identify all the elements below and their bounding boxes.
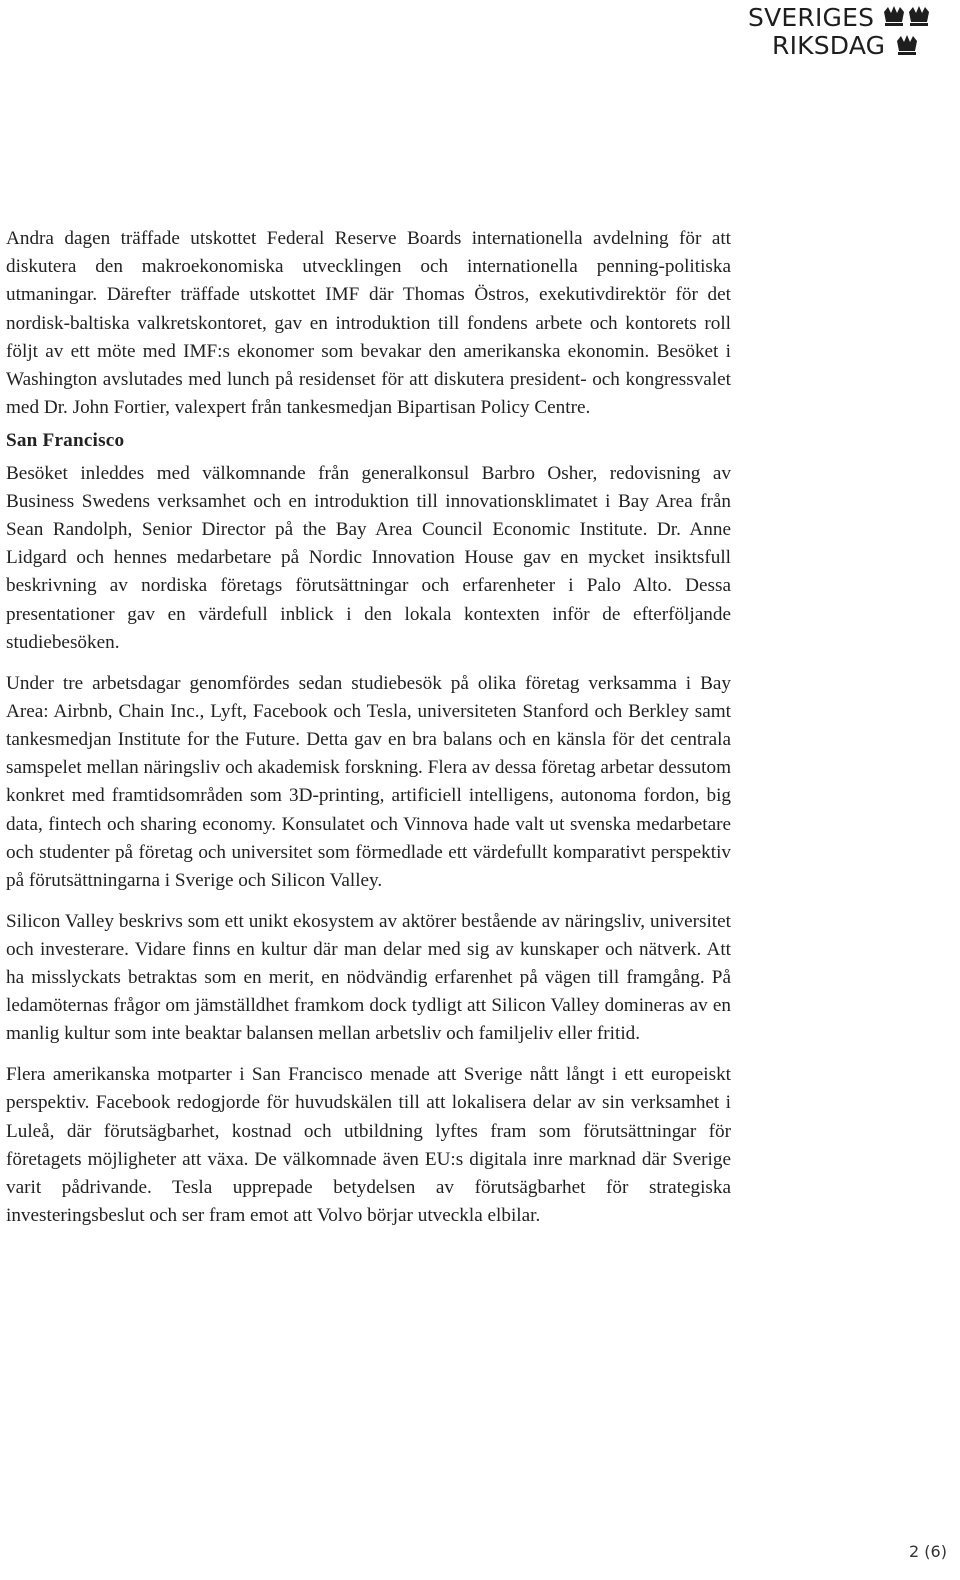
paragraph: Silicon Valley beskrivs som ett unikt ekosystem av aktörer bestående av näringsliv, universitet och investerare. Vidare finns en kultur där man delar med sig av kunskaper och nätverk. Att ha misslyckats betraktas som en merit, en nödvändig erfarenhet på vägen till framgång. På ledamöternas frågor om jämställdhet framkom dock tydligt att Silicon Valley domineras av en manlig kultur som inte beaktar balansen mellan arbetsliv och familjeliv eller fritid. bbox=[6, 910, 731, 1045]
crown-icon bbox=[884, 6, 904, 26]
section-heading: San Francisco bbox=[6, 430, 125, 452]
paragraph: Under tre arbetsdagar genomfördes sedan studiebesök på olika företag verksamma i Bay Area: Airbnb, Chain Inc., Lyft, Facebook och Tesla, universiteten Stanford och Berkley samt tankesmedjan Institute for the Future. Detta gav en bra balans och en känsla för det centrala samspelet mellan näringsliv och akademisk forskning. Flera av dessa företag arbetar dessutom konkret med framtidsområden som 3D-printing, artificiell intelligens, autonoma fordon, big data, fintech och sharing economy. Konsulatet och Vinnova hade valt ut svenska medarbetare och studenter på företag och universitet som förmedlade ett värdefullt komparativt perspektiv på förutsättningarna i Sverige och Silicon Valley. bbox=[6, 672, 731, 891]
page-number: 2 (6) bbox=[909, 1542, 947, 1561]
riksdag-logo bbox=[748, 2, 954, 60]
crown-icon bbox=[897, 35, 917, 55]
crown-icon bbox=[909, 6, 929, 26]
paragraph: Flera amerikanska motparter i San Francisco menade att Sverige nått långt i ett europeiskt perspektiv. Facebook redogjorde för huvudskälen till att lokalisera delar av sin verksamhet i Luleå, där förutsägbarhet, kostnad och utbildning lyftes fram som förutsättningar för företagets möjligheter att växa. De välkomnade även EU:s digitala inre marknad där Sverige varit pådrivande. Tesla upprepade betydelsen av förutsägbarhet för strategiska investeringsbeslut och ser fram emot att Volvo börjar utveckla elbilar. bbox=[6, 1064, 731, 1227]
three-crowns-icon bbox=[882, 4, 954, 60]
logo-text-riksdag: RIKSDAG bbox=[772, 31, 886, 60]
document-body bbox=[6, 225, 731, 1230]
paragraph: Andra dagen träffade utskottet Federal Reserve Boards internationella avdelning för att diskutera den makroekonomiska utvecklingen och internationella penning-politiska utmaningar. Därefter träffade utskottet IMF där Thomas Östros, exekutivdirektör för det nordisk-baltiska valkretskontoret, gav en introduktion till fondens arbete och kontorets roll följt av ett möte med IMF:s ekonomer som bevakar den amerikanska ekonomin. Besöket i Washington avslutades med lunch på residenset för att diskutera president- och kongressvalet med Dr. John Fortier, valexpert från tankesmedjan Bipartisan Policy Centre. bbox=[6, 228, 731, 419]
paragraph: Besöket inleddes med välkomnande från generalkonsul Barbro Osher, redovisning av Business Swedens verksamhet och en introduktion till innovationsklimatet i Bay Area från Sean Randolph, Senior Director på the Bay Area Council Economic Institute. Dr. Anne Lidgard och hennes medarbetare på Nordic Innovation House gav en mycket insiktsfull beskrivning av nordiska företags förutsättningar och erfarenheter i Palo Alto. Dessa presentationer gav en värdefull inblick i den lokala kontexten inför de efterföljande studiebesöken. bbox=[6, 462, 731, 653]
logo-text-sveriges: SVERIGES bbox=[748, 3, 875, 32]
